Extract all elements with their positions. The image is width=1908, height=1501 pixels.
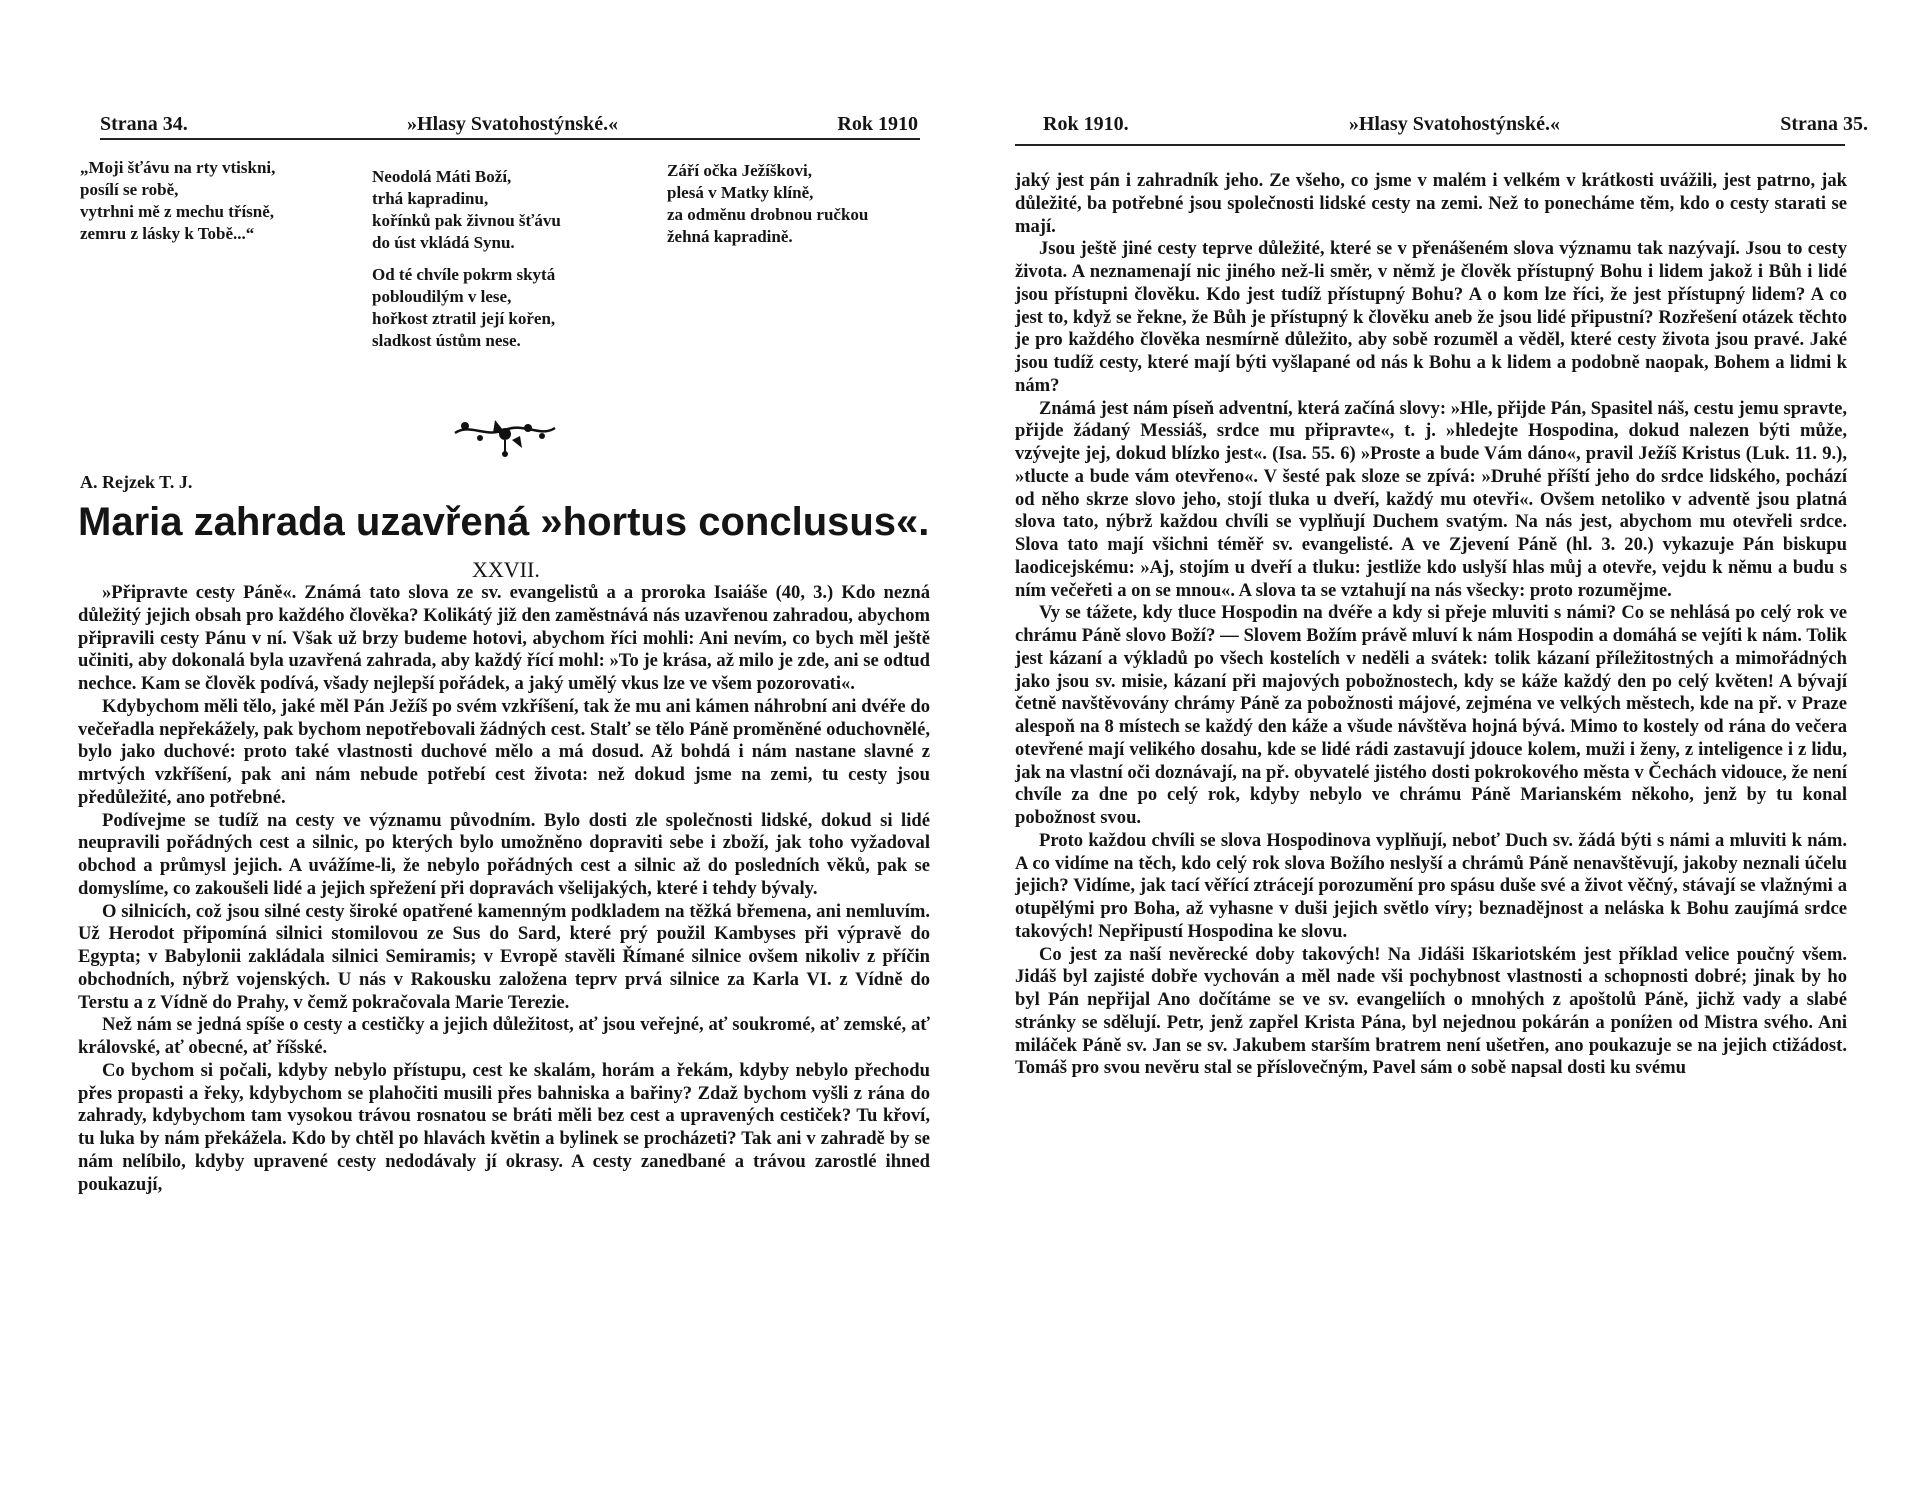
floral-vignette-icon <box>450 408 560 462</box>
right-body-text <box>1015 170 1847 1080</box>
paragraph: Podívejme se tudíž na cesty ve významu původním. Bylo dosti zle společnosti lidské, dokud si lidé neupravili pořádných cest a silnic, po kterých bylo umožněno dopraviti sebe i zboží, jak toho vyžadoval obchod a průmysl jejich. A uvážíme-li, že nebylo pořádných cest a silnic až do posledních věků, pak se domyslíme, co zakoušeli lidé a jejich spřežení při dopravách všelijakých, které i tehdy bývaly. <box>78 809 930 899</box>
right-header-rule <box>1015 144 1845 146</box>
paragraph: Vy se tážete, kdy tluce Hospodin na dvéře a kdy si přeje mluviti s námi? Co se nehlásá po celý rok ve chrámu Páně slovo Boží? — Slovem Božím právě mluví k nám Hospodin a domáhá se vejíti k nám. Tolik jest kázaní a výkladů po všech kostelích v neděli a svátek: tolik kázaní příležitostných a mimořádných jako jsou sv. misie, kázaní při majových pobožnostech, kdy se káže každý den po celý květen! A bývají četně navštěvovány chrámy Páně za pobožnosti májové, zejména ve velkých městech, kde na př. v Praze alespoň na 8 místech se každý den káže a všude návštěva hojná bývá. Mimo to kostely od rána do večera otevřené mají velikého dosahu, kde se lidé rádi zastavují jdouce kolem, muži i ženy, z inteligence i z lidu, jak na vlastní oči doznávají, na př. obyvatelé jistého dosti pokrokového města v Čechách vidouce, že není chvíle za dne po celý rok, kdyby nebylo ve chrámu Páně Marianském někoho, jenž by tu konal pobožnost svou. <box>1015 602 1847 828</box>
poem-line: sladkost ústům nese. <box>372 331 521 350</box>
chapter-number: XXVII. <box>472 557 540 582</box>
poem-column-3 <box>667 160 947 248</box>
left-page <box>0 0 950 1501</box>
poem-line: hořkost ztratil její kořen, <box>372 309 556 328</box>
paragraph: Proto každou chvíli se slova Hospodinova vyplňují, neboť Duch sv. žádá býti s námi a mluviti k nám. A co vidíme na těch, kdo celý rok slova Božího neslyší a chrámů Páně nenavštěvují, jakoby neznali účelu jejich? Vidíme, jak tací věřící ztrácejí porozumění pro spásu duše své a život věčný, stávají se vlažnými a otupělými pro Boha, až vyhasne v duši jejich světlo víry; beznadějnost a neláska k Bohu zaujímá srdce takových! Nepřipustí Hospodina ke slovu. <box>1015 829 1847 942</box>
poem-line: do úst vkládá Synu. <box>372 233 515 252</box>
left-body-text <box>78 582 930 1196</box>
left-header <box>100 104 918 136</box>
poem-line: Od té chvíle pokrm skytá <box>372 265 556 284</box>
paragraph: Co jest za naší nevěrecké doby takových! Na Jidáši Iškariotském jest příklad velice poučný všem. Jidáš byl zajisté dobře vychován a měl nade vši pochybnost vlastnosti a schopnosti dobré; jinak by ho byl Pán nepřijal Ano dočítáme se ve sv. evangeliích o mnohých z apoštolů Páně, jichž vady a slabé stránky se sdělují. Petr, jenž zapřel Krista Pána, byl nejednou pokárán a poníżen od Mistra svého. Ani miláček Páně sv. Jan se sv. Jakubem starším bratrem není ušetřen, ano poukazuje se na jejich ctižádost. Tomáš pro svou nevěru stal se příslovečným, Pavel sám o sobě napsal dosti ku svému <box>1015 943 1847 1079</box>
poem-line: trhá kapradinu, <box>372 189 489 208</box>
poem-column-1 <box>80 157 350 245</box>
paragraph: Jsou ještě jiné cesty teprve důležité, které se v přenášeném slova významu tak nazývají. Jsou to cesty života. A neznamenají nic jiného než-li směr, v němž je člověk přístupný Bohu i lidem jakož i Bůh i lidé jsou přístupni člověku. Kdo jest tudíž přístupný Bohu? A o kom lze říci, že jest přístupný lidem? A co jest to, když se řekne, že Bůh je přístupný k člověku aneb že jsou lidé připustní? Rozřešení otázek těchto je pro každého člověka nesmírně důležito, aby sobě rozuměl a věděl, které cesty života jsou pravé. Jaké jsou tudíž cesty, které mají býti vyšlapané od nás k Bohu a k lidem a podobně naopak, Bohem a lidmi k nám? <box>1015 238 1847 396</box>
article-author: A. Rejzek T. J. <box>80 472 193 492</box>
right-journal-name: »Hlasy Svatohostýnské.« <box>1348 113 1560 135</box>
left-header-rule <box>100 138 920 140</box>
poem-line: posílí se robě, <box>80 180 179 199</box>
left-page-number: Strana 34. <box>100 113 188 135</box>
poem-line: vytrhni mě z mechu třísně, <box>80 202 275 221</box>
paragraph: Známá jest nám píseň adventní, která začíná slovy: »Hle, přijde Pán, Spasitel náš, cestu jemu spravte, přijde žádaný Messiáš, srdce mu připravte«, t. j. »hledejte Hospodina, dokud nalezen býti může, vzývejte jej, dokud blízko jest«. (Isa. 55. 6) »Proste a bude Vám dáno«, pravil Ježíš Kristus (Luk. 11. 9.), »tlucte a bude vám otevřeno«. V šesté pak sloze se zpívá: »Druhé příští jeho do srdce lidského, pochází od něho skrze slovo jeho, stojí tluka u dveří, každý mu otevři«. Ovšem netoliko v adventě jsou platná slova tato, nýbrž každou chvíli se vyplňují Duchem svatým. Na nás jest, abychom mu otevřeli srdce. Slova tato mají všichni téměř sv. evangelisté. A ve Zjevení Páně (hl. 3. 20.) vykazuje Pán biskupu laodicejskému: »Aj, stojím u dveří a tluku: jestliže kdo uslyší hlas můj a otevře, vejdu k němu a budu s ním večeřeti a on se mnou«. A slova ta se vztahují na nás všecky: proto rozumějme. <box>1015 397 1847 601</box>
paragraph: Než nám se jedná spíše o cesty a cestičky a jejich důležitost, ať jsou veřejné, ať soukromé, ať zemské, ať královské, ať obecné, ať říšské. <box>78 1014 930 1058</box>
paragraph: Kdybychom měli tělo, jaké měl Pán Ježíš po svém vzkříšení, tak že mu ani kámen náhrobní ani dvéře do večeřadla nepřekážely, pak bychom nepotřebovali žádných cest. Stalť se tělo Páně proměněné oduchovnělé, bylo jako duchové: proto také vlastnosti duchové mělo a má dosud. Až bohdá i nám nastane slavné z mrtvých vzkříšení, pak ani nám nebude potřebí cest života: než dokud jsme na zemi, tu cesty jsou předůležité, ano potřebné. <box>78 695 930 808</box>
paragraph: Co bychom si počali, kdyby nebylo přístupu, cest ke skalám, horám a řekám, kdyby nebylo přechodu přes propasti a řeky, kdybychom se plahočiti musili přes bahniska a bařiny? Zdaž bychom vyšli z rána do zahrady, kdybychom tam vysokou trávou rosnatou se bráti měli bez cest a upravených cestiček? Tu křoví, tu luka by nám překážela. Kdo by chtěl po hlavách květin a bylinek se procházeti? Tak ani v zahradě by se nám nelíbilo, kdyby upravené cesty nedodávaly jí okrasy. A cesty zanedbané a trávou zarostlé ihned poukazují, <box>78 1059 930 1195</box>
left-year: Rok 1910 <box>837 113 918 135</box>
poem-line: Neodolá Máti Boží, <box>372 167 512 186</box>
poem-column-2 <box>372 166 642 362</box>
poem-line: plesá v Matky klíně, <box>667 183 814 202</box>
poem-stanza <box>372 264 642 352</box>
paragraph: jaký jest pán i zahradník jeho. Ze všeho, co jsme v malém i velkém v krátkosti uvážili, jest patrno, jak důležité, ba potřebné jsou společnosti lidské cesty na zemi. Než to ponecháme těm, kdo o cesty starati se mají. <box>1015 170 1847 237</box>
article-title: Maria zahrada uzavřená »hortus conclusus«. <box>78 500 930 544</box>
right-page <box>955 0 1908 1501</box>
poem-line: žehná kapradině. <box>667 227 793 246</box>
poem-line: kořínků pak živnou šťávu <box>372 211 561 230</box>
poem-line: za odměnu drobnou ručkou <box>667 205 869 224</box>
left-journal-name: »Hlasy Svatohostýnské.« <box>407 113 619 135</box>
poem-line: pobloudilým v lese, <box>372 287 512 306</box>
right-header <box>1043 104 1868 136</box>
paragraph: »Připravte cesty Páně«. Známá tato slova ze sv. evangelistů a a proroka Isaiáše (40, 3.) Kdo nezná důležitý jejich obsah pro každého člověka? Kolikátý již den zaměstnává nás uzavřenou zahradou, abychom připravili cesty Pánu v ní. Však už brzy budeme hotovi, abychom říci mohli: Ani nevím, co bych měl ještě učiniti, aby dokonalá byla uzavřená zahrada, aby každý řící mohl: »To je krása, až milo je zde, ani se odtud nechce. Kam se člověk podívá, všady nejlepší pořádek, a jaký umělý vkus lze ve všem pozorovati«. <box>78 582 930 694</box>
poem-line: „Moji šťávu na rty vtiskni, <box>80 158 276 177</box>
poem-stanza <box>372 166 642 254</box>
right-year: Rok 1910. <box>1043 113 1129 135</box>
paragraph: O silnicích, což jsou silné cesty široké opatřené kamenným podkladem na těžká břemena, ani nemluvím. Už Herodot připomíná silnici stomilovou ze Sus do Sard, které prý použil Kambyses při výpravě do Egypta; v Babylonii zakládala silnici Semiramis; v Evropě stavěli Římané silnice ovšem nikoliv z příčin obchodních, nýbrž vojenských. U nás v Rakousku založena teprv prvá silnice za Karla VI. z Vídně do Terstu a z Vídně do Prahy, v čemž pokračovala Marie Terezie. <box>78 900 930 1013</box>
poem-line: Září očka Ježíškovi, <box>667 161 812 180</box>
right-page-number: Strana 35. <box>1780 113 1868 135</box>
poem-line: zemru z lásky k Tobě...“ <box>80 224 255 243</box>
